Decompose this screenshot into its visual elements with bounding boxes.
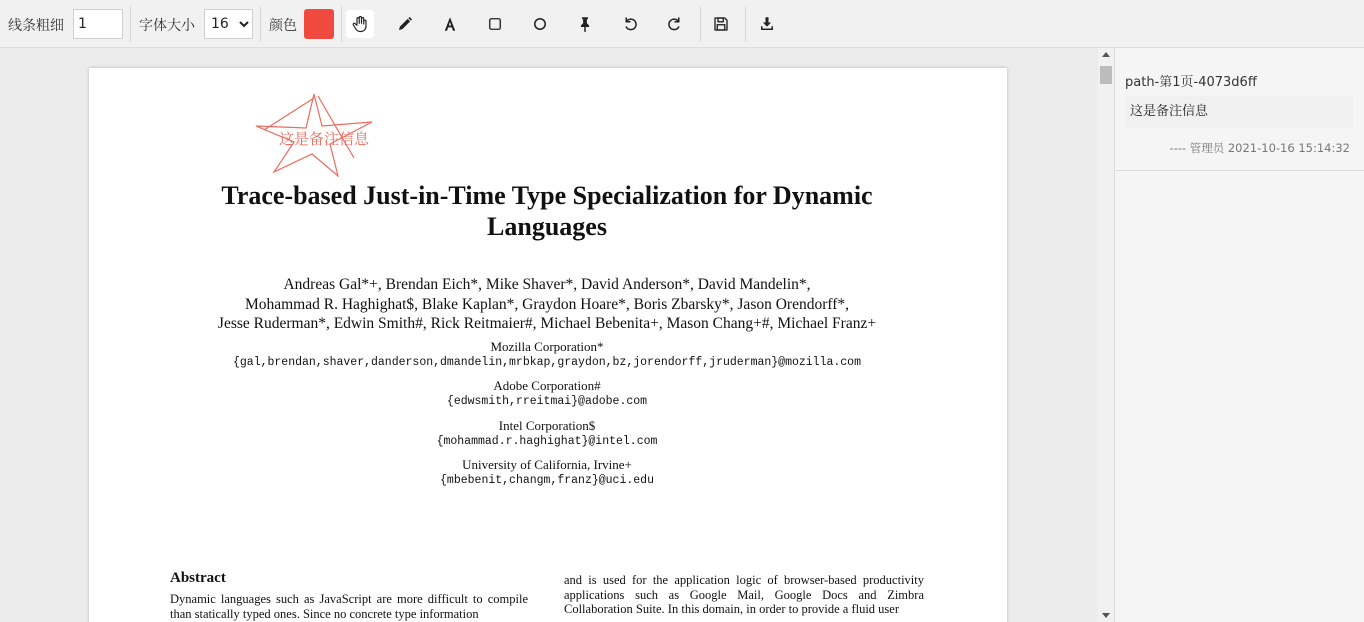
author-line: Jesse Ruderman*, Edwin Smith#, Rick Reitmaier#, Michael Bebenita+, Mason Chang+#, Michael Franz+: [217, 315, 877, 332]
download-icon: [758, 15, 776, 33]
affiliation: [89, 418, 1005, 450]
pencil-icon: [396, 15, 414, 33]
annotation-note[interactable]: 这是备注信息: [1125, 96, 1353, 128]
affiliation-name: Intel Corporation$: [498, 418, 596, 433]
circle-icon: [531, 15, 549, 33]
toolbar-divider: [745, 6, 746, 42]
abstract-heading: Abstract: [170, 570, 226, 586]
affiliation-email: {edwsmith,rreitmai}@adobe.com: [446, 395, 648, 408]
pin-tool-button[interactable]: [571, 10, 599, 38]
affiliation-email: {mohammad.r.haghighat}@intel.com: [436, 435, 658, 448]
undo-button[interactable]: [616, 10, 644, 38]
save-icon: [712, 15, 730, 33]
pdf-page[interactable]: [89, 68, 1007, 622]
affiliation: [89, 457, 1005, 489]
pin-icon: [576, 15, 594, 33]
redo-icon: [666, 15, 684, 33]
scroll-thumb[interactable]: [1100, 66, 1112, 84]
color-label: 颜色: [269, 18, 297, 34]
download-button[interactable]: [753, 10, 781, 38]
toolbar-divider: [130, 6, 131, 42]
affiliation: [89, 339, 1005, 371]
line-width-label: 线条粗细: [8, 18, 64, 34]
font-size-select[interactable]: [204, 9, 253, 39]
affiliation: [89, 378, 1005, 410]
title-line: Trace-based Just-in-Time Type Specialization for Dynamic: [221, 181, 873, 210]
hand-tool-button[interactable]: [346, 10, 374, 38]
line-width-input[interactable]: [73, 9, 123, 39]
toolbar-divider: [341, 6, 342, 42]
affiliation-email: {gal,brendan,shaver,danderson,dmandelin,mrbkap,graydon,bz,jorendorff,jruderman}@mozilla.com: [232, 356, 861, 369]
undo-icon: [621, 15, 639, 33]
affiliation-name: University of California, Irvine+: [462, 457, 632, 472]
annotation-meta: ---- 管理员 2021-10-16 15:14:32: [1169, 141, 1350, 155]
toolbar-divider: [260, 6, 261, 42]
affiliation-name: Adobe Corporation#: [493, 378, 601, 393]
abstract-text: Dynamic languages such as JavaScript are more difficult to compile than statically typed ones. Since no concrete type information: [170, 592, 528, 621]
affiliation-name: Mozilla Corporation*: [490, 339, 604, 354]
annotation-panel: [1114, 48, 1364, 622]
circle-tool-button[interactable]: [526, 10, 554, 38]
annotation-text[interactable]: 这是备注信息: [279, 130, 370, 148]
title-line: Languages: [487, 212, 607, 241]
pencil-tool-button[interactable]: [391, 10, 419, 38]
scroll-down-icon[interactable]: [1102, 613, 1110, 618]
annotation-toolbar: [0, 0, 1364, 48]
vertical-scrollbar[interactable]: [1098, 48, 1114, 622]
author-line: Mohammad R. Haghighat$, Blake Kaplan*, Graydon Hoare*, Boris Zbarsky*, Jason Orendorff*,: [244, 295, 850, 313]
author-list: [89, 275, 1005, 334]
paper-title: [89, 180, 1005, 242]
scroll-up-icon[interactable]: [1102, 52, 1110, 57]
text-tool-button[interactable]: [436, 10, 464, 38]
toolbar-divider: [700, 6, 701, 42]
hand-icon: [351, 15, 369, 33]
author-line: Andreas Gal*+, Brendan Eich*, Mike Shaver*, David Anderson*, David Mandelin*,: [283, 276, 811, 293]
affiliation-email: {mbebenit,changm,franz}@uci.edu: [440, 474, 654, 487]
color-picker[interactable]: [304, 9, 334, 39]
pdf-viewer[interactable]: [0, 48, 1098, 622]
rectangle-icon: [486, 15, 504, 33]
annotation-path[interactable]: path-第1页-4073d6ff: [1125, 75, 1257, 90]
font-size-label: 字体大小: [139, 18, 195, 34]
text-icon: [441, 15, 459, 33]
redo-button[interactable]: [661, 10, 689, 38]
panel-divider: [1115, 170, 1364, 171]
rectangle-tool-button[interactable]: [481, 10, 509, 38]
save-button[interactable]: [707, 10, 735, 38]
body-text: and is used for the application logic of browser-based productivity applications such as Google Mail, Google Docs and Zimbra Collaboration Suite. In this domain, in order to provide a fluid user: [564, 573, 924, 616]
